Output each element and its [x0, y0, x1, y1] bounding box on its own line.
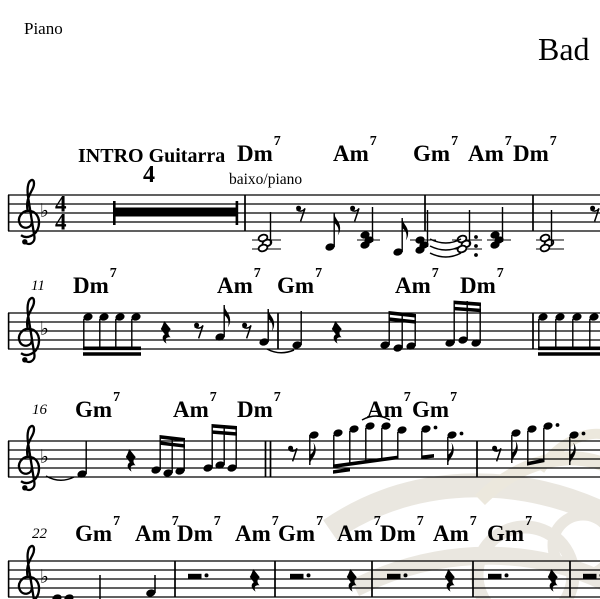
chord-row-system-3: [0, 390, 600, 427]
time-signature-top: 4: [55, 191, 67, 217]
piece-title: Bad: [538, 31, 590, 67]
chord-symbol: Gm$^7$: [487, 514, 533, 546]
treble-clef-icon: [19, 298, 39, 363]
chord-symbol: Am$^7$: [468, 134, 512, 166]
chord-symbol: Am$^7$: [333, 134, 377, 166]
chord-symbol: Gm$^7$: [278, 514, 324, 546]
chord-symbol: Dm$^7$: [237, 134, 281, 166]
chord-symbol: Am$^7$: [433, 514, 477, 546]
chord-symbol: Gm$^7$: [413, 134, 459, 166]
chord-symbol: Dm$^7$: [237, 390, 281, 422]
chord-symbol: Am$^7$: [217, 266, 261, 298]
key-signature-flat: ♭: [40, 566, 49, 588]
chord-symbol: Dm$^7$: [177, 514, 221, 546]
staff-lines: [8, 313, 600, 349]
key-signature-flat: ♭: [40, 200, 49, 222]
multimeasure-rest: [113, 201, 238, 225]
key-signature-flat: ♭: [40, 446, 49, 468]
section-label: INTRO Guitarra: [78, 145, 226, 167]
chord-row-system-4: [0, 514, 600, 551]
chord-symbol: Gm$^7$: [412, 390, 458, 422]
measure-number: 11: [31, 278, 45, 294]
chord-symbol: Gm$^7$: [75, 390, 121, 422]
time-signature-bottom: 4: [55, 209, 67, 235]
chord-symbol: Am$^7$: [367, 390, 411, 422]
chord-symbol: Dm$^7$: [73, 266, 117, 298]
staff-lines: [8, 561, 600, 597]
key-signature-flat: ♭: [40, 318, 49, 340]
chord-symbol: Dm$^7$: [513, 134, 557, 166]
performance-note: baixo/piano: [229, 171, 303, 188]
chord-symbol: Am$^7$: [173, 390, 217, 422]
measure-number: 22: [32, 526, 47, 542]
chord-symbol: Am$^7$: [337, 514, 381, 546]
chord-symbol: Gm$^7$: [75, 514, 121, 546]
chord-symbol: Dm$^7$: [460, 266, 504, 298]
treble-clef-icon: [19, 426, 39, 491]
chord-symbol: Am$^7$: [395, 266, 439, 298]
treble-clef-icon: [19, 546, 39, 599]
multirest-count: 4: [143, 162, 155, 188]
ledger-lines: [252, 240, 564, 249]
chord-row-system-2: [0, 266, 600, 303]
measure-number: 16: [32, 402, 47, 418]
chord-symbol: Gm$^7$: [277, 266, 323, 298]
chord-symbol: Am$^7$: [235, 514, 279, 546]
chord-symbol: Dm$^7$: [380, 514, 424, 546]
instrument-label: Piano: [24, 19, 63, 38]
notes: [82, 301, 600, 356]
notes: [51, 569, 600, 599]
chord-row-system-1: [0, 134, 600, 171]
treble-clef-icon: [19, 180, 39, 245]
chord-symbol: Am$^7$: [135, 514, 179, 546]
